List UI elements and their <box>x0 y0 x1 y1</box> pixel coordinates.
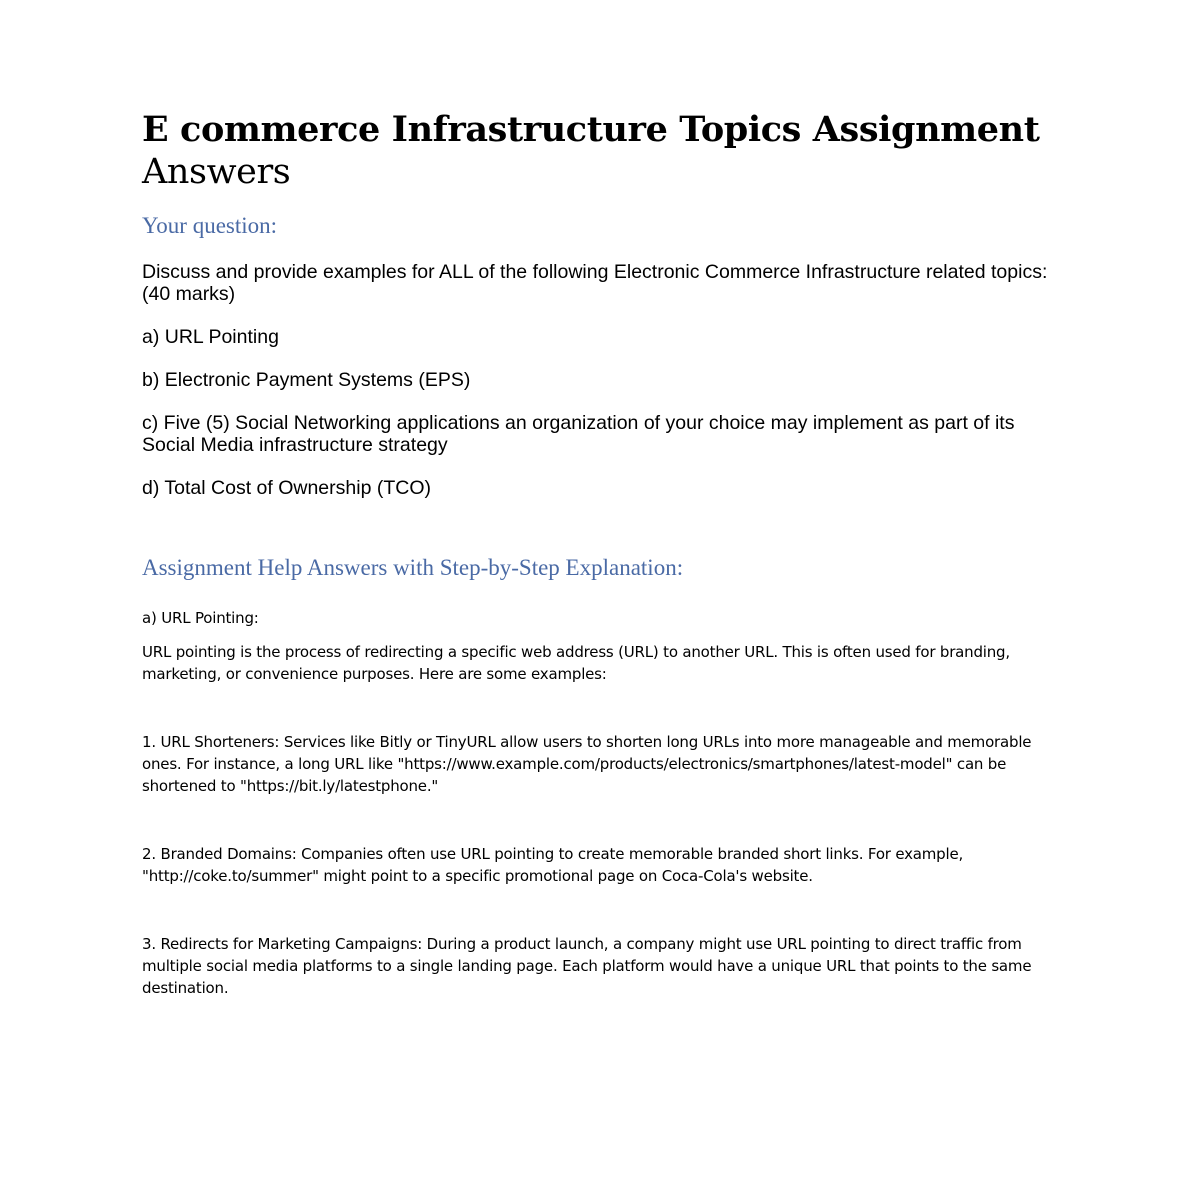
document-title <box>142 108 1072 194</box>
answer-heading: Assignment Help Answers with Step-by-Step Explanation: <box>142 555 684 580</box>
question-intro: Discuss and provide examples for ALL of the following Electronic Commerce Infrastructure related topics: (40 marks) <box>142 261 1048 305</box>
answer-label: a) URL Pointing: <box>142 609 259 627</box>
answer-item-marketing-redirects: 3. Redirects for Marketing Campaigns: During a product launch, a company might use URL pointing to direct traffic from multiple social media platforms to a single landing page. Each platform would have a unique URL that points to the same destination. <box>142 935 1032 997</box>
question-heading: Your question: <box>142 213 278 238</box>
question-item-c: c) Five (5) Social Networking applications an organization of your choice may implement as part of its Social Media infrastructure strategy <box>142 412 1015 456</box>
title-bold-part: E commerce Infrastructure Topics Assignment <box>142 109 1040 150</box>
answer-intro: URL pointing is the process of redirecting a specific web address (URL) to another URL. This is often used for branding, marketing, or convenience purposes. Here are some examples: <box>142 643 1010 683</box>
answer-item-branded-domains: 2. Branded Domains: Companies often use URL pointing to create memorable branded short links. For example, "http://coke.to/summer" might point to a specific promotional page on Coca-Cola's website. <box>142 845 964 885</box>
question-item-a: a) URL Pointing <box>142 326 279 348</box>
question-item-d: d) Total Cost of Ownership (TCO) <box>142 477 431 499</box>
answer-item-url-shorteners: 1. URL Shorteners: Services like Bitly or TinyURL allow users to shorten long URLs into more manageable and memorable ones. For instance, a long URL like "https://www.example.com/products/electronics/smartphones/latest-model" can be shortened to "https://bit.ly/latestphone." <box>142 733 1032 795</box>
title-regular-part: Answers <box>142 152 291 192</box>
document-page <box>142 108 1072 999</box>
question-item-b: b) Electronic Payment Systems (EPS) <box>142 369 471 391</box>
